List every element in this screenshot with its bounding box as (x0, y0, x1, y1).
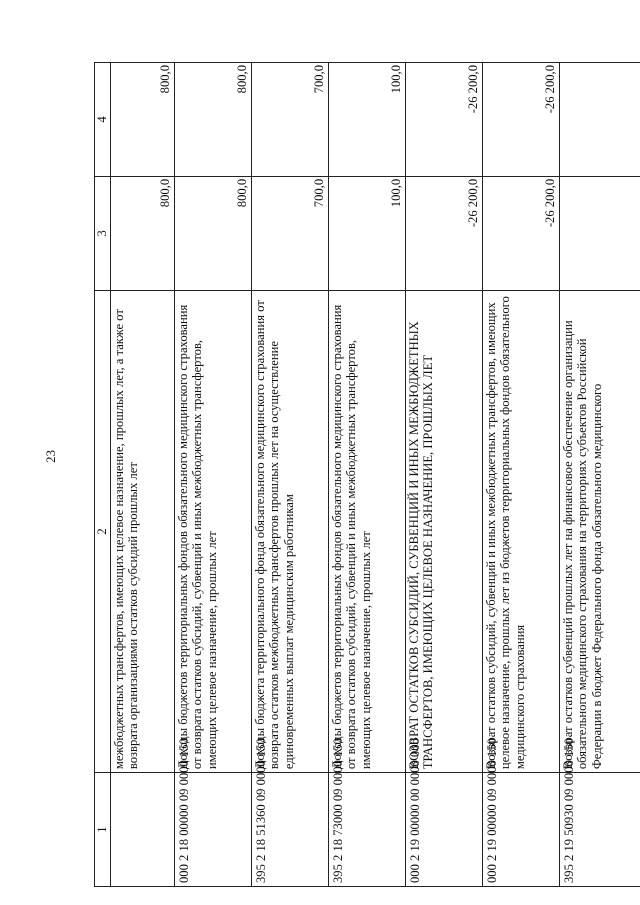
row-value-col4: 700,0 (251, 63, 328, 177)
row-code: 000 2 19 00000 00 0000 000 (405, 773, 482, 887)
table-row (110, 63, 174, 887)
row-value-col3 (559, 176, 640, 290)
row-code: 395 2 18 73000 09 0000 150 (328, 773, 405, 887)
row-description: Доходы бюджета территориального фонда обязательного медицинского страхования от возврата остатков межбюджетных трансфертов прошлых лет на осуществление единовременных выплат медицинским работникам (251, 290, 328, 772)
row-description: межбюджетных трансфертов, имеющих целевое назначение, прошлых лет, а также от возврата организациями остатков субсидий прошлых лет (110, 290, 174, 772)
row-value-col4: 100,0 (328, 63, 405, 177)
table-row (174, 63, 251, 887)
table-row (482, 63, 559, 887)
row-value-col4 (559, 63, 640, 177)
row-value-col4: 800,0 (110, 63, 174, 177)
table-row (251, 63, 328, 887)
table-row (405, 63, 482, 887)
row-code: 395 2 18 51360 09 0000 150 (251, 773, 328, 887)
header-col-2: 2 (95, 290, 111, 772)
row-value-col3: 100,0 (328, 176, 405, 290)
header-col-1: 1 (95, 773, 111, 887)
row-value-col4: 800,0 (174, 63, 251, 177)
row-value-col3: -26 200,0 (482, 176, 559, 290)
row-value-col3: -26 200,0 (405, 176, 482, 290)
table-row (328, 63, 405, 887)
page-number: 23 (43, 450, 58, 463)
header-col-3: 3 (95, 176, 111, 290)
row-description: ВОЗВРАТ ОСТАТКОВ СУБСИДИЙ, СУБВЕНЦИЙ И ИНЫХ МЕЖБЮДЖЕТНЫХ ТРАНСФЕРТОВ, ИМЕЮЩИХ ЦЕЛЕВОЕ НАЗНАЧЕНИЕ, ПРОШЛЫХ ЛЕТ (405, 290, 482, 772)
table-row (559, 63, 640, 887)
row-code: 000 2 18 00000 09 0000 150 (174, 773, 251, 887)
table-header-row (95, 63, 111, 887)
table-body (110, 63, 640, 887)
row-code (110, 773, 174, 887)
rotated-table-container (94, 62, 634, 887)
header-col-4: 4 (95, 63, 111, 177)
row-description: Возврат остатков субвенций прошлых лет на финансовое обеспечение организации обязательного медицинского страхования на территориях субъектов Российской Федерации в бюджет Федерального фонда обязательного медицинского (559, 290, 640, 772)
row-value-col4: -26 200,0 (405, 63, 482, 177)
row-value-col3: 700,0 (251, 176, 328, 290)
row-code: 000 2 19 00000 09 0000 150 (482, 773, 559, 887)
row-description: Доходы бюджетов территориальных фондов обязательного медицинского страхования от возврата остатков субсидий, субвенций и иных межбюджетных трансфертов, имеющих целевое назначение, прошлых лет (174, 290, 251, 772)
row-description: Возврат остатков субсидий, субвенций и иных межбюджетных трансфертов, имеющих целевое назначение, прошлых лет из бюджетов территориальных фондов обязательного медицинского страхования (482, 290, 559, 772)
row-value-col3: 800,0 (110, 176, 174, 290)
row-description: Доходы бюджетов территориальных фондов обязательного медицинского страхования от возврата остатков субсидий, субвенций и иных межбюджетных трансфертов, имеющих целевое назначение, прошлых лет (328, 290, 405, 772)
row-value-col3: 800,0 (174, 176, 251, 290)
row-value-col4: -26 200,0 (482, 63, 559, 177)
budget-table (94, 62, 640, 887)
row-code: 395 2 19 50930 09 0000 150 (559, 773, 640, 887)
